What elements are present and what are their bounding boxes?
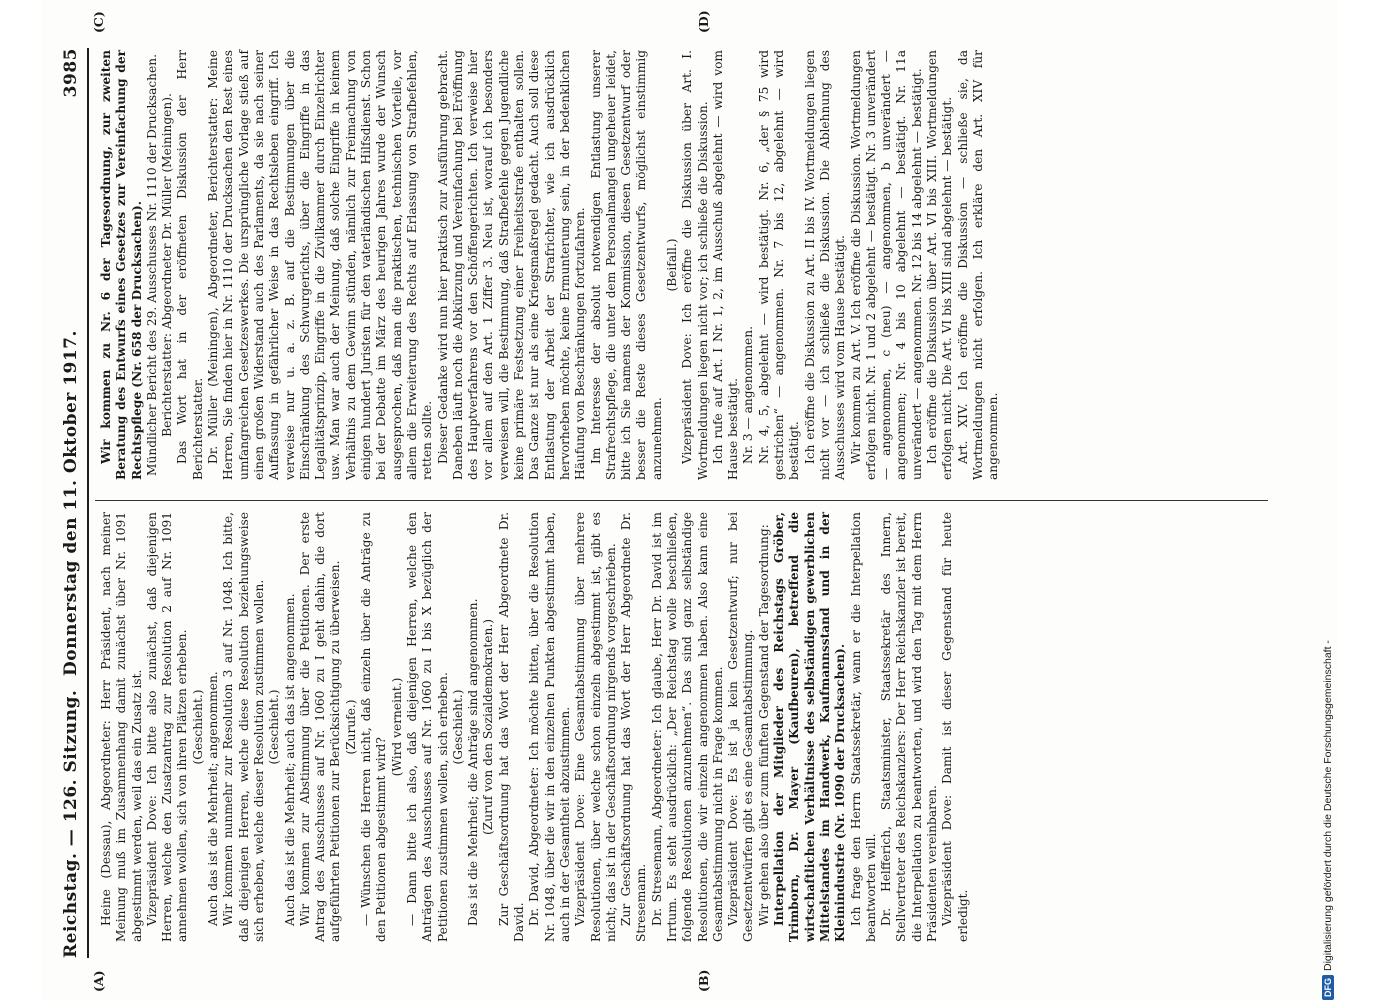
page-number: 3985: [61, 48, 81, 98]
paragraph: Dr. Helfferich, Staatsminister, Staatssekretär des Innern, Stellvertreter des Reichskanzlers: Der Herr Reichskanzler ist bereit, die Interpellation zu beantworten, und wird den Tag mit dem Herrn Präsidenten vereinbaren.: [879, 512, 940, 942]
column-divider: [95, 500, 1268, 501]
interpellation-title: Interpellation der Mitglieder des Reichstags Gröber, Trimborn, Dr. Mayer (Kaufbeuren), betreffend die wirtschaftlichen Verhältnisse des selbständigen gewerblichen Mittelstandes im Handwerk, Kaufmannsstand und in der Kleinindustrie (Nr. 1090 der Drucksachen).: [772, 512, 848, 942]
stage-direction: (Zurufe.): [343, 699, 358, 755]
stage-direction: (Geschieht.): [450, 689, 465, 765]
margin-mark-b: (B): [696, 969, 711, 992]
paragraph: Wir kommen zu Art. V. Ich eröffne die Diskussion. Wortmeldungen erfolgen nicht. Nr. 1 und 2 abgelehnt — bestätigt. Nr. 3 unverändert — angenommen, c (neu) — angenommen, b unverändert — angenommen; Nr. 4 bis 10 abgelehnt — bestätigt. Nr. 11a unverändert — angenommen. Nr. 12 bis 14 abgelehnt — bestätigt.: [848, 50, 924, 480]
paragraph: Dr. Stresemann, Abgeordneter: Ich glaube, Herr Dr. David ist im Irrtum. Es steht ausdrücklich: „Der Reichstag wolle beschließen, folgende Resolutionen anzunehmen“. Das sind ganz selbständige Resolutionen, die wir einzeln angenommen haben. Also kann eine Gesamtabstimmung nicht in Frage kommen.: [649, 512, 725, 942]
rapporteur: Berichterstatter: Abgeordneter Dr. Müller (Meiningen).: [160, 93, 175, 437]
stage-direction: (Wird verneint.): [389, 677, 404, 777]
stage-direction: (Zuruf von den Sozialdemokraten.): [481, 619, 496, 835]
paragraph: Wir kommen zur Abstimmung über die Petitionen. Der erste Antrag des Ausschusses auf Nr. 1060 zu I geht dahin, die dort aufgeführten Petitionen zur Berücksichtigung zu überweisen.: [297, 512, 343, 942]
margin-mark-c: (C): [91, 11, 106, 33]
margin-mark-d: (D): [696, 10, 711, 33]
right-column: [99, 50, 1002, 480]
paragraph: Im Interesse der absolut notwendigen Entlastung unserer Strafrechtspflege, die unter dem Personalmangel ungeheuer leidet, bitte ich Sie namens der Kommission, diesen Gesetzentwurf oder besser die Reste dieses Gesetzentwurfs, möglichst einstimmig anzunehmen.: [588, 50, 664, 480]
agenda-item-title: Wir kommen zu Nr. 6 der Tagesordnung, zur zweiten Beratung des Entwurfs eines Gesetzes zur Vereinfachung der Rechtspflege (Nr. 658 der Drucksachen).: [99, 50, 144, 480]
paragraph: Dr. Müller (Meiningen), Abgeordneter, Berichterstatter: Meine Herren, Sie finden hier in Nr. 1110 der Drucksachen den Rest eines umfangreichen Gesetzeswerkes. Die ursprüngliche Vorlage stieß auf einen großen Widerstand auch des Parlaments, da sie nach seiner Auffassung in gefährlicher Weise in das Rechtsleben eingriff. Ich verweise nur u. a. z. B. auf die Bestimmungen über die Einschränkung des Schwurgerichts, über die Eingriffe in das Legalitätsprinzip, Eingriffe in die Zivilkammer durch Einzelrichter usw. Man war auch der Meinung, daß solche Eingriffe in keinem Verhältnis zu dem Gewinn stünden, nämlich zur Freimachung von einigen hundert Juristen für den vaterländischen Hilfsdienst. Schon bei der Debatte im März des heurigen Jahres wurde der Wunsch ausgesprochen, daß man die praktischen, technischen Vorteile, vor allem die Erweiterung des Rechts auf Erlassung von Strafbefehlen, retten sollte.: [206, 50, 435, 480]
paragraph: Ich frage den Herrn Staatssekretär, wann er die Interpellation beantworten will.: [848, 512, 878, 942]
paragraph: Nr. 3 — angenommen.: [741, 326, 756, 464]
paragraph: Ich rufe auf Art. I Nr. 1, 2, im Ausschuß abgelehnt — wird vom Hause bestätigt.: [710, 50, 741, 480]
paragraph: Ich eröffne die Diskussion zu Art. II bis IV. Wortmeldungen liegen nicht vor — ich schließe die Diskussion. Die Ablehnung des Ausschusses wird vom Hause bestätigt.: [802, 50, 848, 480]
paragraph: Heine (Dessau), Abgeordneter: Herr Präsident, nach meiner Meinung muß im Zusammenhang damit zunächst über Nr. 1091 abgestimmt werden, weil das ein Zusatz ist.: [99, 512, 144, 942]
funding-footer: [1322, 0, 1334, 1000]
stage-direction: (Beifall.): [664, 238, 679, 292]
header-session: Reichstag. — 126. Sitzung.: [61, 689, 81, 958]
paragraph: Vizepräsident Dove: Ich eröffne die Diskussion über Art. I. Wortmeldungen liegen nicht vor; ich schließe die Diskussion.: [680, 50, 710, 480]
paragraph: Wir gehen also über zum fünften Gegenstand der Tagesordnung:: [756, 524, 771, 926]
paragraph: — Wünschen die Herren nicht, daß einzeln über die Anträge zu den Petitionen abgestimmt wird?: [359, 512, 389, 942]
paragraph: Das Wort hat in der eröffneten Diskussion der Herr Berichterstatter.: [175, 50, 205, 480]
dfg-logo: DFG: [1322, 975, 1334, 1000]
paragraph: Ich eröffne die Diskussion über Art. VI bis XIII. Wortmeldungen erfolgen nicht. Die Art. VI bis XIII sind abgelehnt — bestätigt.: [925, 50, 955, 480]
paragraph: — Dann bitte ich also, daß diejenigen Herren, welche den Anträgen des Ausschusses auf Nr. 1060 zu I bis X bezüglich der Petitionen zustimmen wollen, sich erheben.: [404, 512, 450, 942]
paragraph: Auch das ist die Mehrheit; auch das ist angenommen.: [282, 593, 297, 926]
margin-mark-a: (A): [91, 970, 106, 992]
left-column: [99, 512, 971, 942]
stage-direction: (Geschieht.): [190, 689, 205, 765]
page-header: [59, 48, 89, 958]
header-date: Donnerstag den 11. Oktober 1917.: [61, 330, 81, 676]
paragraph: Zur Geschäftsordnung hat das Wort der Herr Abgeordnete Dr. David.: [496, 512, 527, 942]
report-reference: Mündlicher Bericht des 29. Ausschusses Nr. 1110 der Drucksachen.: [144, 54, 159, 476]
paragraph: Dr. David, Abgeordneter: Ich möchte bitten, über die Resolution Nr. 1048, über die wir in den einzelnen Punkten abgestimmt haben, auch in der Gesamtheit abzustimmen.: [527, 512, 572, 942]
paragraph: Vizepräsident Dove: Es ist ja kein Gesetzentwurf; nur bei Gesetzentwürfen gibt es eine Gesamtabstimmung.: [726, 512, 756, 942]
paragraph: Vizepräsident Dove: Ich bitte also zunächst, daß diejenigen Herren, welche den Zusatzantrag zur Resolution 2 auf Nr. 1091 annehmen wollen, sich von ihren Plätzen erheben.: [144, 512, 190, 942]
paragraph: Vizepräsident Dove: Eine Gesamtabstimmung über mehrere Resolutionen, über welche schon einzeln abgestimmt ist, gibt es nicht; das ist in der Geschäftsordnung nirgends vorgeschrieben.: [573, 512, 618, 942]
paragraph: Das ist die Mehrheit; die Anträge sind angenommen.: [466, 598, 481, 926]
funding-note: Digitalisierung gefördert durch die Deutsche Forschungsgemeinschaft -: [1322, 640, 1334, 971]
paragraph: Zur Geschäftsordnung hat das Wort der Herr Abgeordnete Dr. Stresemann.: [619, 512, 649, 942]
paragraph: Wir kommen nunmehr zur Resolution 3 auf Nr. 1048. Ich bitte, daß diejenigen Herren, welche diese Resolution beziehungsweise sich erheben, welche dieser Resolution zustimmen wollen.: [221, 512, 266, 942]
scanned-page: [41, 0, 1338, 1000]
paragraph: Vizepräsident Dove: Damit ist dieser Gegenstand für heute erledigt.: [940, 512, 970, 942]
stage-direction: (Geschieht.): [267, 689, 282, 765]
paragraph: Nr. 4, 5, abgelehnt — wird bestätigt. Nr. 6, „der § 75 wird gestrichen“ — angenommen. Nr. 7 bis 12, abgelehnt — wird bestätigt.: [756, 50, 802, 480]
paragraph: Dieser Gedanke wird nun hier praktisch zur Ausführung gebracht. Daneben läuft noch die Abkürzung und Vereinfachung bei Eröffnung des Hauptverfahrens vor den Schöffengerichten. Ich verweise hier vor allem auf den Art. 1 Ziffer 3. Neu ist, worauf ich besonders verweisen will, die Bestimmung, daß Strafbefehle gegen Jugendliche keine primäre Festsetzung einer Freiheitsstrafe enthalten sollen. Das Ganze ist nur als eine Kriegsmaßregel gedacht. Auch soll diese Entlastung der Arbeit der Strafrichter, wie ich ausdrücklich hervorheben möchte, keine Ermunterung sein, in der bedenklichen Häufung von Beschränkungen fortzufahren.: [435, 50, 588, 480]
paragraph: Auch das ist die Mehrheit; angenommen.: [206, 671, 221, 926]
paragraph: Art. XIV. Ich eröffne die Diskussion — schließe sie, da Wortmeldungen nicht erfolgen. Ich erkläre den Art. XIV für angenommen.: [955, 50, 1001, 480]
